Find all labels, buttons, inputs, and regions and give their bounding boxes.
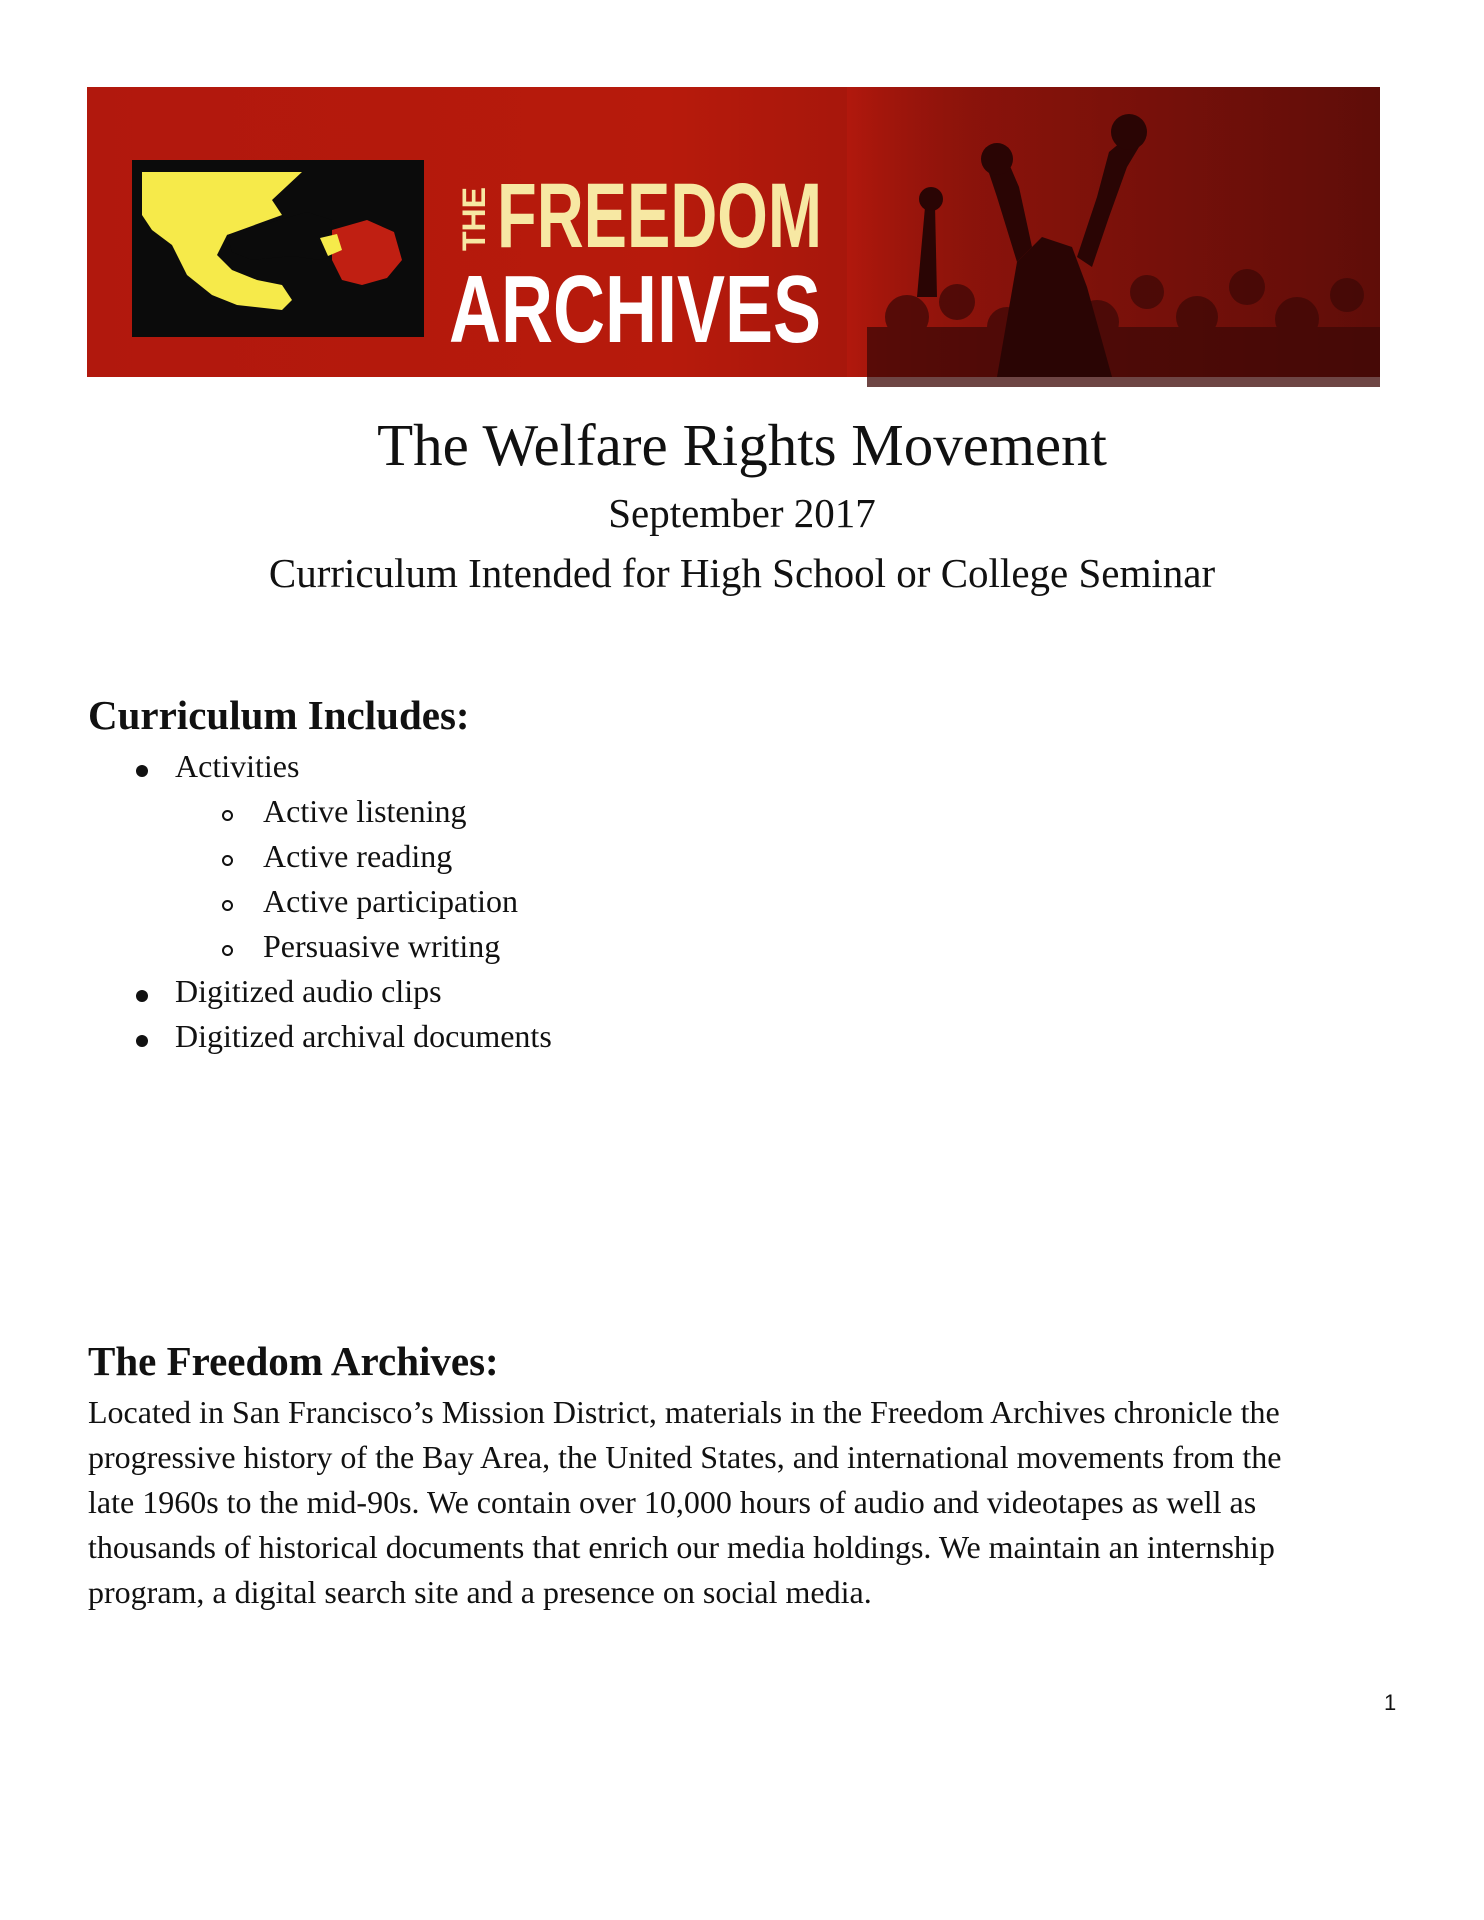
document-subtitle: Curriculum Intended for High School or College Seminar bbox=[268, 550, 1216, 596]
wordmark-the: THE bbox=[456, 187, 492, 251]
paragraph-line: thousands of historical documents that enrich our media holdings. We maintain an internship bbox=[88, 1529, 1275, 1565]
page-number: 1 bbox=[1384, 1690, 1397, 1715]
freedom-archives-logo bbox=[132, 160, 424, 337]
wordmark-freedom: FREEDOM bbox=[497, 165, 822, 267]
bullet-icon bbox=[136, 765, 148, 777]
bullet-icon bbox=[136, 990, 148, 1002]
freedom-archives-wordmark bbox=[449, 155, 829, 363]
fist-logo-icon bbox=[132, 160, 424, 337]
circle-bullet-icon bbox=[222, 945, 233, 956]
header-banner bbox=[87, 87, 1380, 377]
crowd-photo bbox=[847, 87, 1380, 377]
sublist-item: Persuasive writing bbox=[263, 928, 501, 964]
paragraph-line: late 1960s to the mid-90s. We contain over 10,000 hours of audio and videotapes as well as bbox=[88, 1484, 1257, 1520]
paragraph-line: progressive history of the Bay Area, the United States, and international movements from the bbox=[88, 1439, 1282, 1475]
document-title: The Welfare Rights Movement bbox=[377, 412, 1107, 478]
about-heading: The Freedom Archives: bbox=[88, 1338, 499, 1384]
paragraph-line: program, a digital search site and a presence on social media. bbox=[88, 1574, 872, 1610]
bullet-icon bbox=[136, 1035, 148, 1047]
paragraph-line: Located in San Francisco’s Mission District, materials in the Freedom Archives chronicle the bbox=[88, 1394, 1280, 1430]
list-item: Activities bbox=[175, 748, 300, 784]
curriculum-heading: Curriculum Includes: bbox=[88, 692, 470, 738]
document-date: September 2017 bbox=[608, 490, 876, 536]
sublist-item: Active listening bbox=[263, 793, 467, 829]
circle-bullet-icon bbox=[222, 810, 233, 821]
about-paragraph bbox=[88, 1390, 1388, 1615]
wordmark-archives: ARCHIVES bbox=[449, 256, 821, 363]
circle-bullet-icon bbox=[222, 855, 233, 866]
list-item: Digitized archival documents bbox=[175, 1018, 552, 1054]
sublist-item: Active reading bbox=[263, 838, 453, 874]
circle-bullet-icon bbox=[222, 900, 233, 911]
sublist-item: Active participation bbox=[263, 883, 519, 919]
list-item: Digitized audio clips bbox=[175, 973, 442, 1009]
